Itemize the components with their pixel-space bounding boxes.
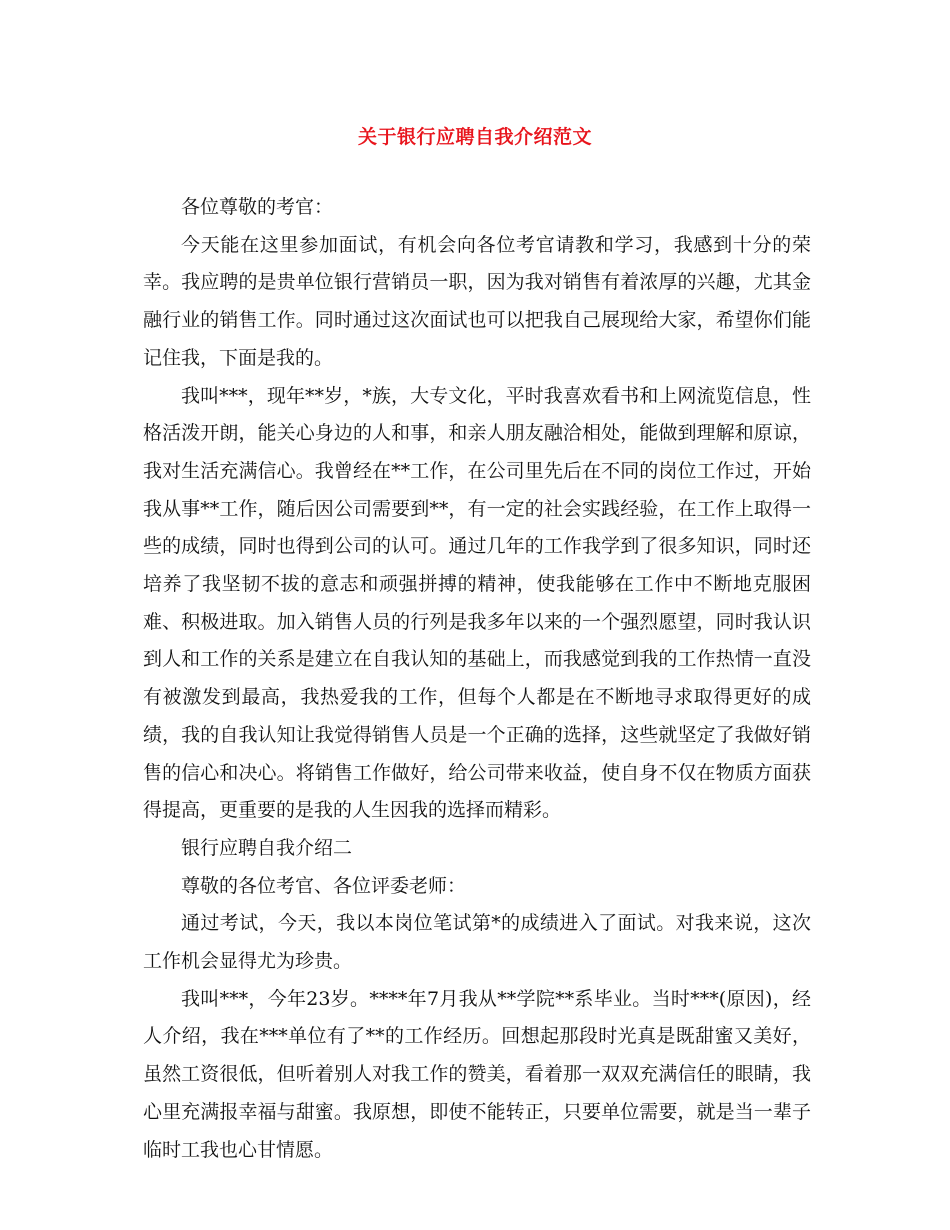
intro-paragraph: 今天能在这里参加面试，有机会向各位考官请教和学习，我感到十分的荣幸。我应聘的是贵单位银行营销员一职，因为我对销售有着浓厚的兴趣，尤其金融行业的销售工作。同时通过这次面试也可以把我自己展现给大家，希望你们能记住我，下面是我的。 (143, 233, 811, 369)
self-description-paragraph: 我叫***，现年**岁，*族，大专文化，平时我喜欢看书和上网流览信息，性格活泼开朗，能关心身边的人和事，和亲人朋友融洽相处，能做到理解和原谅，我对生活充满信心。我曾经在**工作，在公司里先后在不同的岗位工作过，开始我从事**工作，随后因公司需要到**，有一定的社会实践经验，在工作上取得一些的成绩，同时也得到公司的认可。通过几年的工作我学到了很多知识，同时还培养了我坚韧不拔的意志和顽强拼搏的精神，使我能够在工作中不断地克服困难、积极进取。加入销售人员的行列是我多年以来的一个强烈愿望，同时我认识到人和工作的关系是建立在自我认知的基础上，而我感觉到我的工作热情一直没有被激发到最高，我热爱我的工作，但每个人都是在不断地寻求取得更好的成绩，我的自我认知让我觉得销售人员是一个正确的选择，这些就坚定了我做好销售的信心和决心。将销售工作做好，给公司带来收益，使自身不仅在物质方面获得提高，更重要的是我的人生因我的选择而精彩。 (143, 384, 811, 822)
salutation-paragraph: 各位尊敬的考官： (181, 196, 334, 218)
work-experience-paragraph: 我叫***，今年23岁。****年7月我从**学院**系毕业。当时***(原因)，经人介绍，我在***单位有了**的工作经历。回想起那段时光真是既甜蜜又美好，虽然工资很低，但听着别人对我工作的赞美，看着那一双双充满信任的眼睛，我心里充满报幸福与甜蜜。我原想，即使不能转正，只要单位需要，就是当一辈子临时工我也心甘情愿。 (143, 987, 811, 1161)
section-heading-second: 银行应聘自我介绍二 (181, 836, 353, 859)
document-title: 关于银行应聘自我介绍范文 (357, 126, 592, 148)
document-body (143, 189, 811, 1169)
exam-result-paragraph: 通过考试，今天，我以本岗位笔试第*的成绩进入了面试。对我来说，这次工作机会显得尤为珍贵。 (143, 912, 811, 973)
second-salutation-paragraph: 尊敬的各位考官、各位评委老师： (181, 874, 467, 897)
